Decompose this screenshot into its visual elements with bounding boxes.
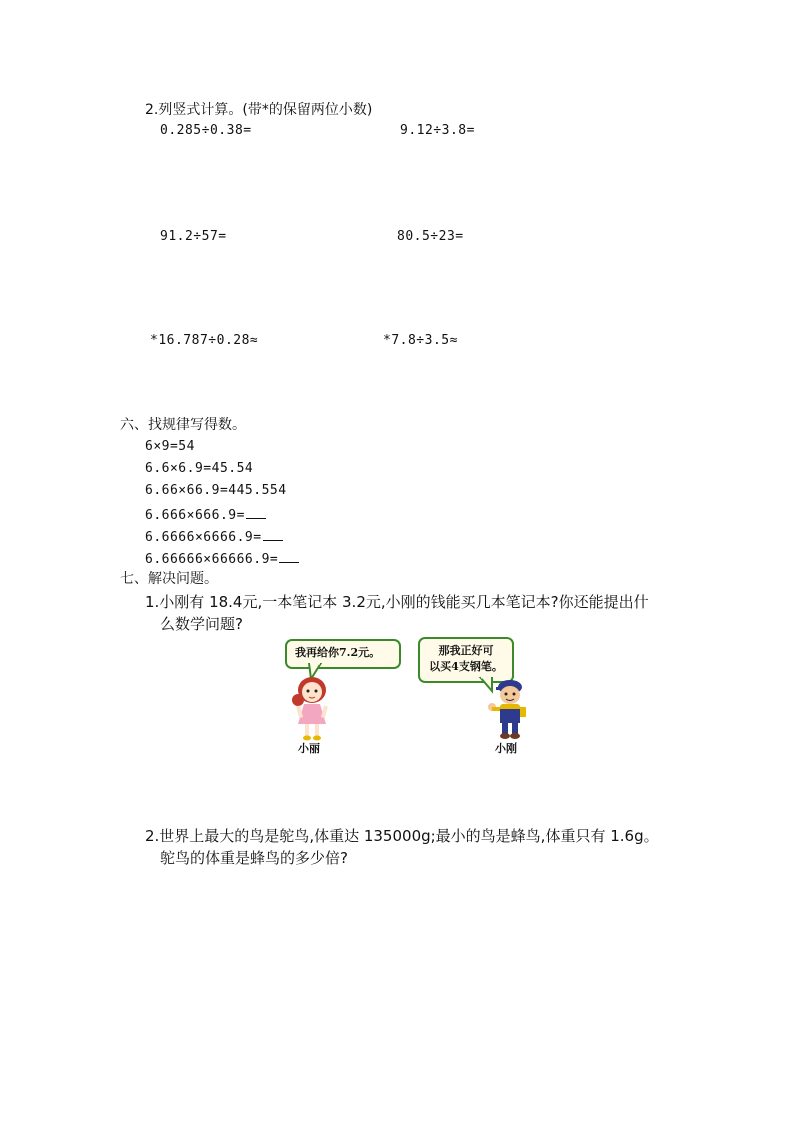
section7-title: 七、解决问题。	[120, 571, 218, 587]
boy-name: 小刚	[495, 742, 517, 755]
section6-title: 六、找规律写得数。	[120, 417, 246, 433]
q2-line2: 鸵鸟的体重是蜂鸟的多少倍?	[160, 849, 348, 867]
girl-name: 小丽	[298, 742, 320, 755]
bubble-right-line1: 那我正好可	[438, 644, 494, 657]
pattern-line-3: 6.66×66.9=445.554	[145, 483, 287, 498]
pattern-line-6-text: 6.66666×66666.9=	[145, 552, 279, 567]
q1-line1: 1.小刚有 18.4元,一本笔记本 3.2元,小刚的钱能买几本笔记本?你还能提出什	[145, 593, 649, 611]
q2-title: 2.列竖式计算。(带*的保留两位小数)	[145, 102, 373, 118]
pattern-line-6	[145, 549, 299, 569]
speech-bubble-left	[285, 639, 401, 669]
pattern-line-4	[145, 505, 266, 525]
pattern-line-4-text: 6.666×666.9=	[145, 508, 245, 523]
boy-figure	[484, 677, 534, 741]
q1-line2: 么数学问题?	[160, 615, 243, 633]
problem-2: 9.12÷3.8=	[400, 123, 475, 138]
pattern-line-5	[145, 527, 283, 547]
answer-blank	[246, 505, 266, 519]
problem-1: 0.285÷0.38=	[160, 123, 252, 138]
girl-figure	[288, 672, 338, 742]
pattern-line-1: 6×9=54	[145, 439, 195, 454]
answer-blank	[263, 527, 283, 541]
problem-4: 80.5÷23=	[397, 229, 464, 244]
problem-6: *7.8÷3.5≈	[383, 333, 458, 348]
problem-3: 91.2÷57=	[160, 229, 227, 244]
q2-line1: 2.世界上最大的鸟是鸵鸟,体重达 135000g;最小的鸟是蜂鸟,体重只有 1.6g。	[145, 827, 659, 845]
bubble-right-line2: 以买4支钢笔。	[429, 660, 503, 673]
answer-blank	[279, 549, 299, 563]
problem-5: *16.787÷0.28≈	[150, 333, 259, 348]
pattern-line-2: 6.6×6.9=45.54	[145, 461, 254, 476]
pattern-line-5-text: 6.6666×6666.9=	[145, 530, 262, 545]
bubble-left-text: 我再给你7.2元。	[295, 646, 381, 659]
